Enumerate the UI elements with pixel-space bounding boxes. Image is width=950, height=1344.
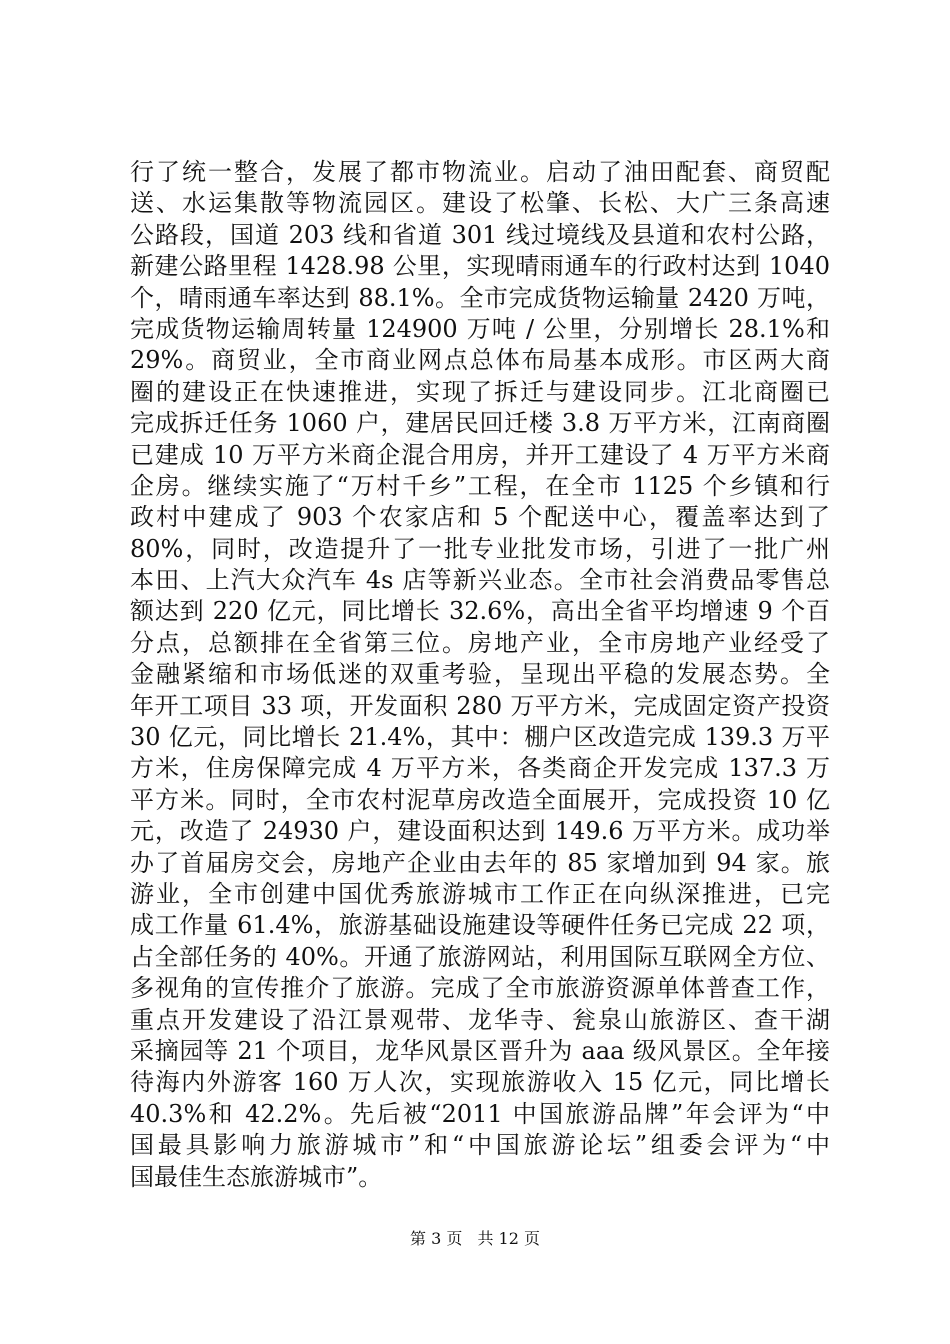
text-line: 80%，同时，改造提升了一批专业批发市场，引进了一批广州 [130, 534, 830, 563]
text-line: 平方米。同时，全市农村泥草房改造全面展开，完成投资 10 亿 [130, 785, 830, 814]
text-line: 企房。继续实施了“万村千乡”工程，在全市 1125 个乡镇和行 [130, 471, 830, 500]
text-line: 待海内外游客 160 万人次，实现旅游收入 15 亿元，同比增长 [130, 1068, 830, 1097]
text-line: 元，改造了 24930 户，建设面积达到 149.6 万平方米。成功举 [130, 817, 830, 846]
text-line: 占全部任务的 40%。开通了旅游网站，利用国际互联网全方位、 [130, 942, 830, 971]
page-footer [0, 1227, 950, 1251]
text-line: 年开工项目 33 项，开发面积 280 万平方米，完成固定资产投资 [130, 691, 830, 720]
text-line: 游业，全市创建中国优秀旅游城市工作正在向纵深推进，已完 [130, 879, 830, 908]
text-line: 30 亿元，同比增长 21.4%，其中：棚户区改造完成 139.3 万平 [130, 723, 830, 752]
text-line: 办了首届房交会，房地产企业由去年的 85 家增加到 94 家。旅 [130, 848, 830, 877]
text-line: 方米，住房保障完成 4 万平方米，各类商企开发完成 137.3 万 [130, 754, 830, 783]
text-line: 分点，总额排在全省第三位。房地产业，全市房地产业经受了 [130, 628, 830, 657]
text-line: 完成拆迁任务 1060 户，建居民回迁楼 3.8 万平方米，江南商圈 [130, 409, 830, 438]
text-line: 额达到 220 亿元，同比增长 32.6%，高出全省平均增速 9 个百 [130, 597, 830, 626]
text-line: 国最佳生态旅游城市”。 [130, 1162, 383, 1191]
page-total: 共 12 页 [477, 1229, 540, 1248]
text-line: 个，晴雨通车率达到 88.1%。全市完成货物运输量 2420 万吨， [130, 283, 830, 312]
text-line: 行了统一整合，发展了都市物流业。启动了油田配套、商贸配 [130, 158, 830, 186]
text-line: 国最具影响力旅游城市”和“中国旅游论坛”组委会评为“中 [130, 1131, 830, 1160]
body-paragraph [130, 157, 830, 1193]
text-line: 采摘园等 21 个项目，龙华风景区晋升为 aaa 级风景区。全年接 [130, 1036, 830, 1065]
page-number: 第 3 页 [410, 1229, 463, 1248]
text-line: 本田、上汽大众汽车 4s 店等新兴业态。全市社会消费品零售总 [130, 566, 830, 595]
text-line: 已建成 10 万平方米商企混合用房，并开工建设了 4 万平方米商 [130, 440, 830, 469]
text-line: 29%。商贸业，全市商业网点总体布局基本成形。市区两大商 [130, 346, 830, 375]
text-line: 多视角的宣传推介了旅游。完成了全市旅游资源单体普查工作， [130, 974, 830, 1003]
text-line: 公路段，国道 203 线和省道 301 线过境线及县道和农村公路， [130, 220, 830, 249]
text-line: 送、水运集散等物流园区。建设了松肇、长松、大广三条高速 [130, 189, 830, 218]
text-line: 政村中建成了 903 个农家店和 5 个配送中心，覆盖率达到了 [130, 503, 830, 532]
text-line: 圈的建设正在快速推进，实现了拆迁与建设同步。江北商圈已 [130, 377, 830, 406]
text-line: 成工作量 61.4%，旅游基础设施建设等硬件任务已完成 22 项， [130, 911, 830, 940]
text-line: 完成货物运输周转量 124900 万吨 / 公里，分别增长 28.1%和 [130, 314, 830, 343]
text-line: 重点开发建设了沿江景观带、龙华寺、瓮泉山旅游区、查干湖 [130, 1005, 830, 1034]
text-line: 40.3%和 42.2%。先后被“2011 中国旅游品牌”年会评为“中 [130, 1099, 830, 1128]
text-line: 新建公路里程 1428.98 公里，实现晴雨通车的行政村达到 1040 [130, 252, 830, 281]
text-line: 金融紧缩和市场低迷的双重考验，呈现出平稳的发展态势。全 [130, 660, 830, 689]
